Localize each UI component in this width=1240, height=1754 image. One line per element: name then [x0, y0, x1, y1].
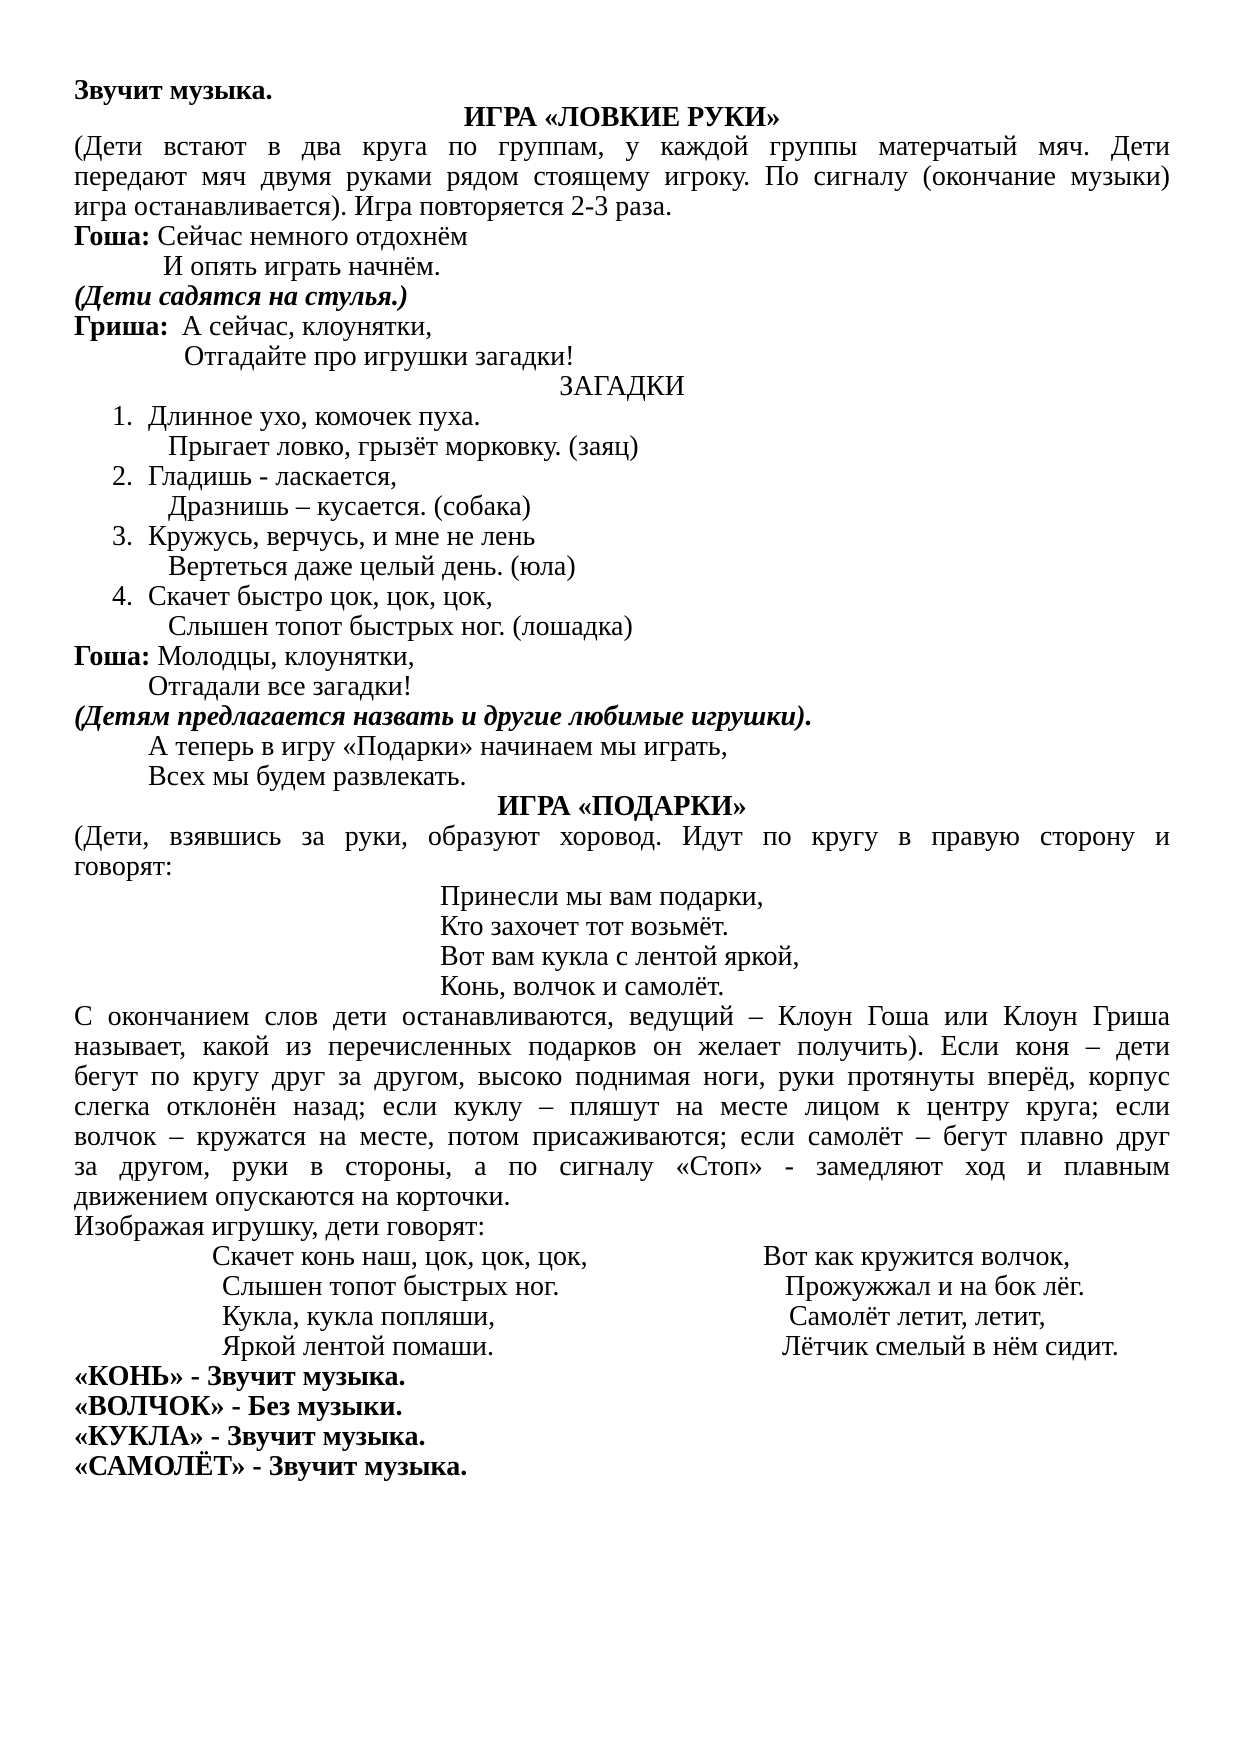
riddle-line: Кружусь, верчусь, и мне не лень — [148, 521, 536, 552]
riddle-number: 1. — [112, 401, 133, 432]
paragraph-line: говорят: — [74, 851, 173, 882]
paragraph-line: (Дети, взявшись за руки, образуют хоровод. Идут по кругу в правую сторону и — [74, 821, 1170, 852]
speaker-name: Гриша: — [74, 311, 169, 342]
stage-direction: (Дети садятся на стулья.) — [74, 281, 409, 312]
dialogue-line — [74, 220, 468, 254]
riddle-line: Слышен топот быстрых ног. (лошадка) — [168, 611, 633, 642]
final-game-line: «КОНЬ» - Звучит музыка. — [74, 1361, 406, 1392]
riddle-line: Вертеться даже целый день. (юла) — [168, 551, 576, 582]
riddle-line: Гладишь - ласкается, — [148, 461, 398, 492]
riddle-line: Прыгает ловко, грызёт морковку. (заяц) — [168, 431, 639, 462]
verse-left-line: Кукла, кукла попляши, — [222, 1301, 496, 1332]
game-title-podarki: ИГРА «ПОДАРКИ» — [497, 791, 747, 822]
paragraph-line: называет, какой из перечисленных подарков он желает получить). Если коня – дети — [74, 1031, 1170, 1062]
verse-line: А теперь в игру «Подарки» начинаем мы играть, — [148, 731, 728, 762]
paragraph-line: игра останавливается). Игра повторяется 2-3 раза. — [74, 191, 673, 222]
dialogue-line — [74, 640, 415, 674]
dialogue-continuation: И опять играть начнём. — [163, 251, 441, 282]
dialogue-text: Сейчас немного отдохнём — [157, 221, 468, 252]
paragraph-line: за другом, руки в стороны, а по сигналу «Стоп» - замедляют ход и плавным — [74, 1151, 1170, 1182]
verse-left-line: Скачет конь наш, цок, цок, цок, — [212, 1241, 588, 1272]
dialogue-text: А сейчас, клоунятки, — [181, 311, 433, 342]
paragraph-line: волчок – кружатся на месте, потом присаживаются; если самолёт – бегут плавно друг — [74, 1121, 1170, 1152]
verse-right-line: Лётчик смелый в нём сидит. — [782, 1331, 1119, 1362]
game-title-lovkie-ruki: ИГРА «ЛОВКИЕ РУКИ» — [463, 102, 781, 133]
paragraph-line: движением опускаются на корточки. — [74, 1181, 511, 1212]
verse-right-line: Вот как кружится волчок, — [763, 1241, 1071, 1272]
paragraph-line: (Дети встают в два круга по группам, у каждой группы матерчатый мяч. Дети — [74, 131, 1170, 162]
paragraph-line: передают мяч двумя руками рядом стоящему игроку. По сигналу (окончание музыки) — [74, 161, 1170, 192]
paragraph-line: Изображая игрушку, дети говорят: — [74, 1211, 486, 1242]
riddle-number: 2. — [112, 461, 133, 492]
speaker-name: Гоша: — [74, 221, 151, 252]
paragraph-line: С окончанием слов дети останавливаются, ведущий – Клоун Гоша или Клоун Гриша — [74, 1001, 1170, 1032]
verse-left-line: Яркой лентой помаши. — [222, 1331, 495, 1362]
riddle-line: Скачет быстро цок, цок, цок, — [148, 581, 493, 612]
speaker-name: Гоша: — [74, 641, 151, 672]
riddles-heading: ЗАГАДКИ — [559, 371, 685, 402]
verse-line: Принесли мы вам подарки, — [440, 881, 764, 912]
paragraph-line: слегка отклонён назад; если куклу – пляшут на месте лицом к центру круга; если — [74, 1091, 1170, 1122]
dialogue-continuation: Отгадайте про игрушки загадки! — [184, 341, 575, 372]
music-note: Звучит музыка. — [74, 75, 273, 106]
verse-line: Кто захочет тот возьмёт. — [440, 911, 729, 942]
verse-line: Конь, волчок и самолёт. — [440, 971, 725, 1002]
dialogue-text: Молодцы, клоунятки, — [157, 641, 415, 672]
riddle-line: Дразнишь – кусается. (собака) — [168, 491, 531, 522]
paragraph-line: бегут по кругу друг за другом, высоко поднимая ноги, руки протянуты вперёд, корпус — [74, 1061, 1170, 1092]
stage-direction: (Детям предлагается назвать и другие любимые игрушки). — [74, 701, 813, 732]
verse-line: Вот вам кукла с лентой яркой, — [440, 941, 800, 972]
dialogue-line — [74, 310, 432, 344]
dialogue-continuation: Отгадали все загадки! — [148, 671, 413, 702]
verse-right-line: Прожужжал и на бок лёг. — [785, 1271, 1085, 1302]
verse-line: Всех мы будем развлекать. — [148, 761, 467, 792]
verse-right-line: Самолёт летит, летит, — [789, 1301, 1046, 1332]
riddle-line: Длинное ухо, комочек пуха. — [148, 401, 481, 432]
final-game-line: «САМОЛЁТ» - Звучит музыка. — [74, 1451, 468, 1482]
riddle-number: 3. — [112, 521, 133, 552]
final-game-line: «ВОЛЧОК» - Без музыки. — [74, 1391, 403, 1422]
final-game-line: «КУКЛА» - Звучит музыка. — [74, 1421, 426, 1452]
verse-left-line: Слышен топот быстрых ног. — [222, 1271, 560, 1302]
riddle-number: 4. — [112, 581, 133, 612]
